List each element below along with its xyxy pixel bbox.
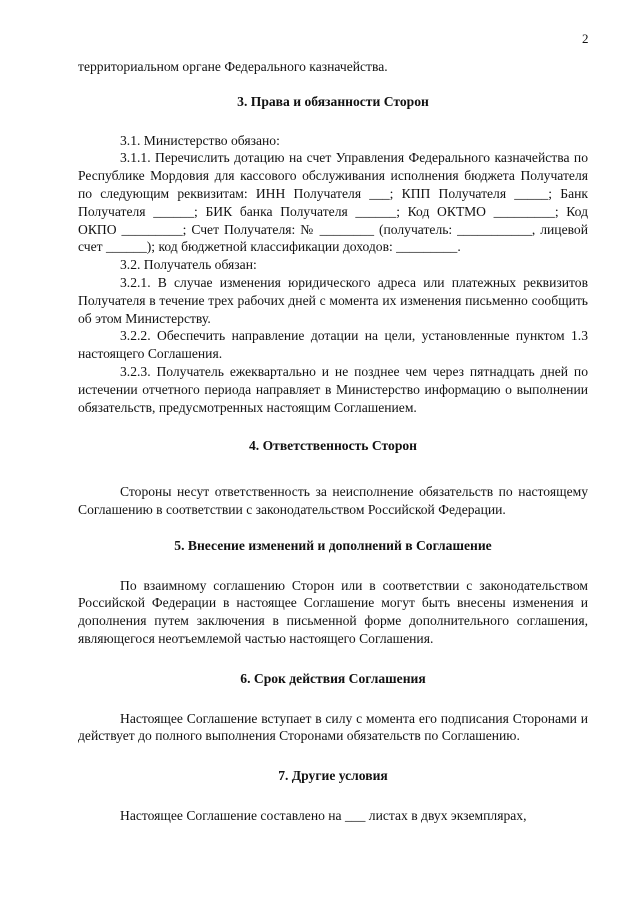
section-5-text: По взаимному соглашению Сторон или в соответствии с законодательством Российской Федерации в настоящее Соглашение могут быть внесены изменения и дополнения путем заключения в письменной форме дополнительного соглашения, являющегося неотъемлемой частью настоящего Соглашения.: [78, 577, 588, 646]
document-body: [78, 58, 588, 825]
clause-3-2-3: 3.2.3. Получатель ежеквартально и не позднее чем через пятнадцать дней по истечении отчетного периода направляет в Министерство информацию о выполнении обязательств, предусмотренных настоящим Соглашением.: [78, 363, 588, 415]
clause-3-2-2: 3.2.2. Обеспечить направление дотации на цели, установленные пунктом 1.3 настоящего Соглашения.: [78, 328, 588, 362]
section-6-title: 6. Срок действия Соглашения: [240, 670, 426, 686]
section-7-title: 7. Другие условия: [278, 768, 388, 784]
clause-3-2: 3.2. Получатель обязан:: [120, 257, 257, 273]
clause-3-1: 3.1. Министерство обязано:: [120, 132, 280, 148]
lead-line: территориальном органе Федерального казначейства.: [78, 59, 388, 74]
section-7-text: Настоящее Соглашение составлено на ___ листах в двух экземплярах,: [120, 807, 527, 823]
section-4-title: 4. Ответственность Сторон: [248, 438, 418, 454]
section-6-text: Настоящее Соглашение вступает в силу с момента его подписания Сторонами и действует до полного выполнения Сторонами обязательств по Соглашению.: [78, 710, 588, 744]
page-number: 2: [582, 31, 589, 46]
clause-3-2-1: 3.2.1. В случае изменения юридического адреса или платежных реквизитов Получателя в течение трех рабочих дней с момента их изменения письменно сообщить об этом Министерству.: [78, 274, 588, 326]
section-4-text: Стороны несут ответственность за неисполнение обязательств по настоящему Соглашению в соответствии с законодательством Российской Федерации.: [78, 484, 588, 517]
section-5-title: 5. Внесение изменений и дополнений в Соглашение: [174, 537, 492, 553]
section-3-title: 3. Права и обязанности Сторон: [237, 93, 429, 109]
clause-3-1-1: 3.1.1. Перечислить дотацию на счет Управления Федерального казначейства по Республике Мордовия для кассового обслуживания исполнения бюджета Получателя по следующим реквизитам: ИНН Получателя ___; КПП Получателя _____; Банк Получателя ______; БИК банка Получателя ______; Код ОКТМО _________; Код ОКПО _________; Счет Получателя: № ________ (получатель: ___________, лицевой счет ______); код бюджетной классификации доходов: _________.: [78, 150, 588, 255]
